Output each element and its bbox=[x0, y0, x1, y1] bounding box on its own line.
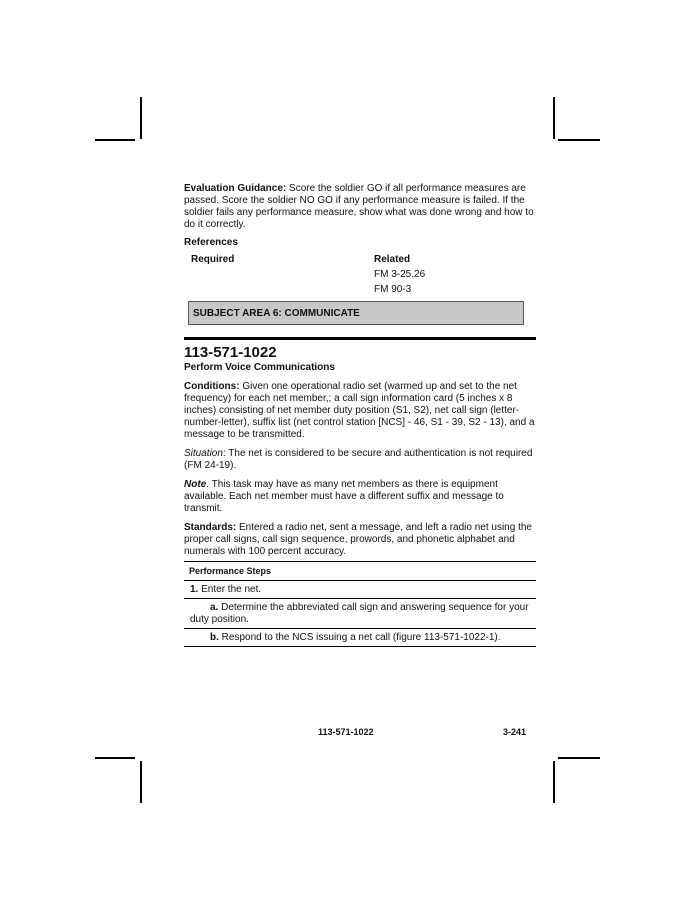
step-label: a. bbox=[210, 602, 219, 613]
section-divider bbox=[184, 337, 536, 340]
performance-step bbox=[184, 599, 536, 629]
crop-mark-top-right-h bbox=[558, 139, 600, 141]
page-content bbox=[184, 183, 536, 647]
crop-mark-top-left-v bbox=[140, 97, 142, 139]
task-title: Perform Voice Communications bbox=[184, 362, 335, 373]
step-label: b. bbox=[210, 632, 219, 643]
evaluation-guidance bbox=[184, 183, 536, 231]
note-label: Note bbox=[184, 479, 207, 490]
standards-paragraph bbox=[184, 522, 536, 558]
standards-text: Entered a radio net, sent a message, and left a radio net using the proper call signs, call sign sequence, prowords, and phonetic alphabet and numerals with 100 percent accuracy. bbox=[184, 522, 532, 557]
references-related-label: Related bbox=[374, 254, 411, 265]
step-text: Enter the net. bbox=[198, 584, 262, 595]
situation-text: : The net is considered to be secure and authentication is not required (FM 24-19). bbox=[184, 448, 533, 471]
step-label: 1. bbox=[190, 584, 199, 595]
standards-label: Standards: bbox=[184, 522, 237, 533]
note-paragraph bbox=[184, 479, 536, 515]
step-text: Determine the abbreviated call sign and answering sequence for your duty position. bbox=[190, 602, 529, 625]
note-text: . This task may have as many net members as there is equipment available. Each net member must have a different suffix and message to transmit. bbox=[184, 479, 504, 514]
conditions-text: Given one operational radio set (warmed up and set to the net frequency) for each net member,; a call sign information card (5 inches x 8 inches) consisting of net member duty position (S1, S2), net call sign (letter-number-letter), suffix list (net control station [NCS] - 46, S1 - 39, S2 - 13), and a message to be transmitted. bbox=[184, 381, 535, 440]
references-required-label: Required bbox=[191, 254, 235, 265]
crop-mark-bottom-right-h bbox=[558, 757, 600, 759]
situation-paragraph bbox=[184, 448, 536, 472]
crop-mark-bottom-right-v bbox=[553, 761, 555, 803]
subject-area-box: SUBJECT AREA 6: COMMUNICATE bbox=[188, 301, 524, 325]
conditions-label: Conditions: bbox=[184, 381, 240, 392]
performance-step bbox=[184, 581, 536, 599]
conditions-paragraph bbox=[184, 381, 536, 441]
reference-item: FM 3-25.26 bbox=[374, 269, 426, 280]
step-text: Respond to the NCS issuing a net call (figure 113-571-1022-1). bbox=[218, 632, 501, 643]
reference-item: FM 90-3 bbox=[374, 284, 412, 295]
situation-label: Situation bbox=[184, 448, 223, 459]
evaluation-label: Evaluation Guidance: bbox=[184, 183, 287, 194]
footer-task-number: 113-571-1022 bbox=[318, 727, 374, 737]
crop-mark-top-right-v bbox=[553, 97, 555, 139]
references-table bbox=[184, 252, 536, 297]
footer-page-number: 3-241 bbox=[503, 727, 527, 737]
crop-mark-top-left-h bbox=[95, 139, 135, 141]
crop-mark-bottom-left-v bbox=[140, 761, 142, 803]
performance-step bbox=[184, 629, 536, 647]
performance-steps-header: Performance Steps bbox=[184, 561, 536, 581]
evaluation-text: Score the soldier GO if all performance measures are passed. Score the soldier NO GO if any performance measure is failed. If the soldier fails any performance measure, show what was done wrong and how to do it correctly. bbox=[184, 183, 534, 230]
task-number: 113-571-1022 bbox=[184, 344, 277, 361]
references-title: References bbox=[184, 237, 238, 248]
crop-mark-bottom-left-h bbox=[95, 757, 135, 759]
